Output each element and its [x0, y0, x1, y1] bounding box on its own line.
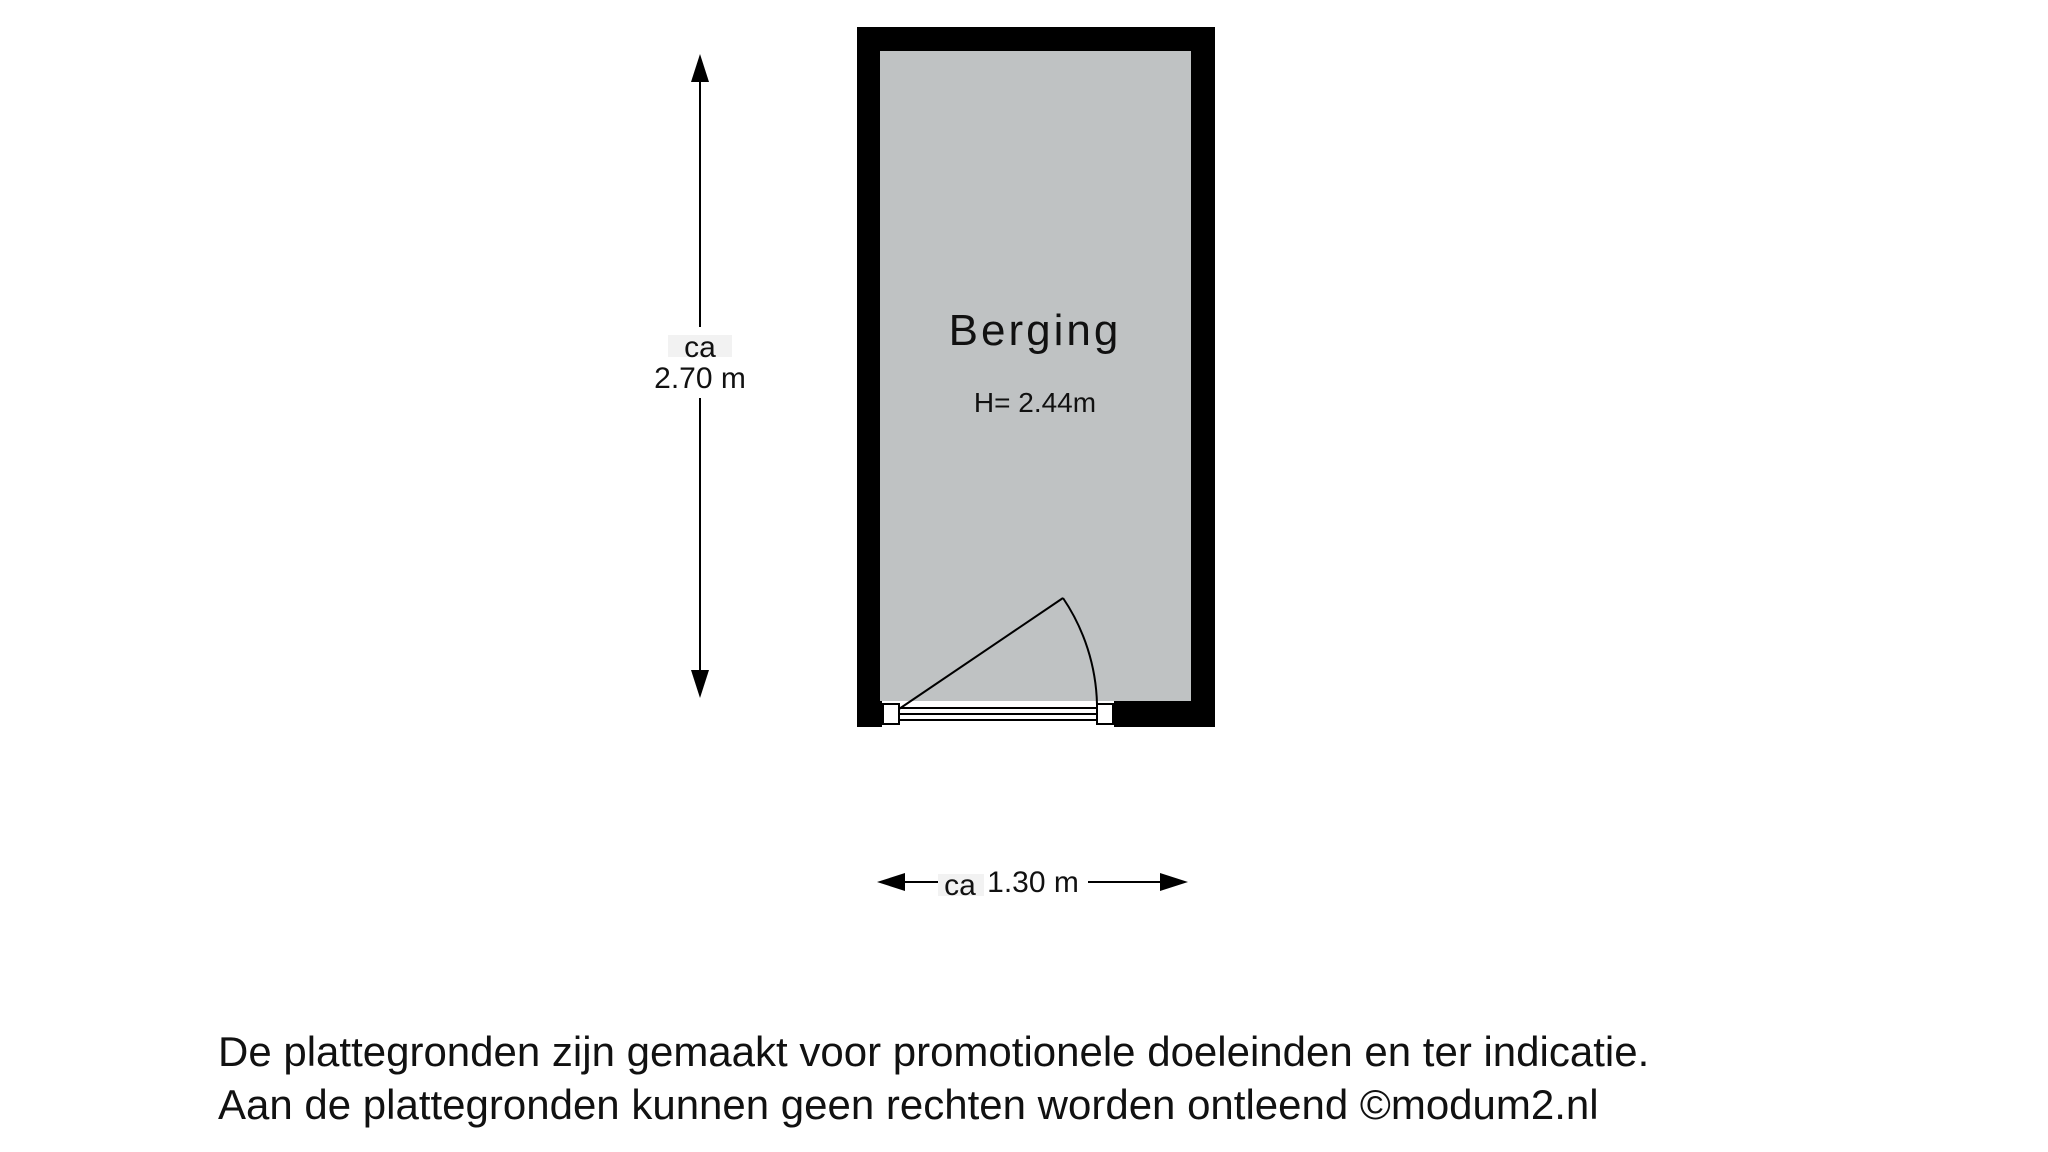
arrow-up-icon	[691, 54, 709, 82]
door-frame-left	[883, 704, 899, 724]
vertical-dimension-prefix: ca	[684, 331, 716, 364]
room-floor	[880, 51, 1191, 701]
arrow-right-icon	[1160, 873, 1188, 891]
vertical-dimension-value: 2.70 m	[654, 362, 746, 395]
arrow-down-icon	[691, 670, 709, 698]
room-name: Berging	[948, 306, 1122, 355]
horizontal-dimension-value: 1.30 m	[987, 866, 1079, 899]
horizontal-dimension	[877, 866, 1188, 902]
vertical-dimension	[654, 54, 746, 698]
disclaimer-line-1: De plattegronden zijn gemaakt voor promotionele doeleinden en ter indicatie.	[218, 1028, 1650, 1075]
disclaimer	[218, 1025, 2018, 1131]
disclaimer-line-2: Aan de plattegronden kunnen geen rechten worden ontleend ©modum2.nl	[218, 1081, 1599, 1128]
room-height-label: H= 2.44m	[973, 387, 1097, 418]
door-frame-right	[1097, 704, 1113, 724]
horizontal-dimension-prefix: ca	[944, 869, 976, 902]
arrow-left-icon	[877, 873, 905, 891]
